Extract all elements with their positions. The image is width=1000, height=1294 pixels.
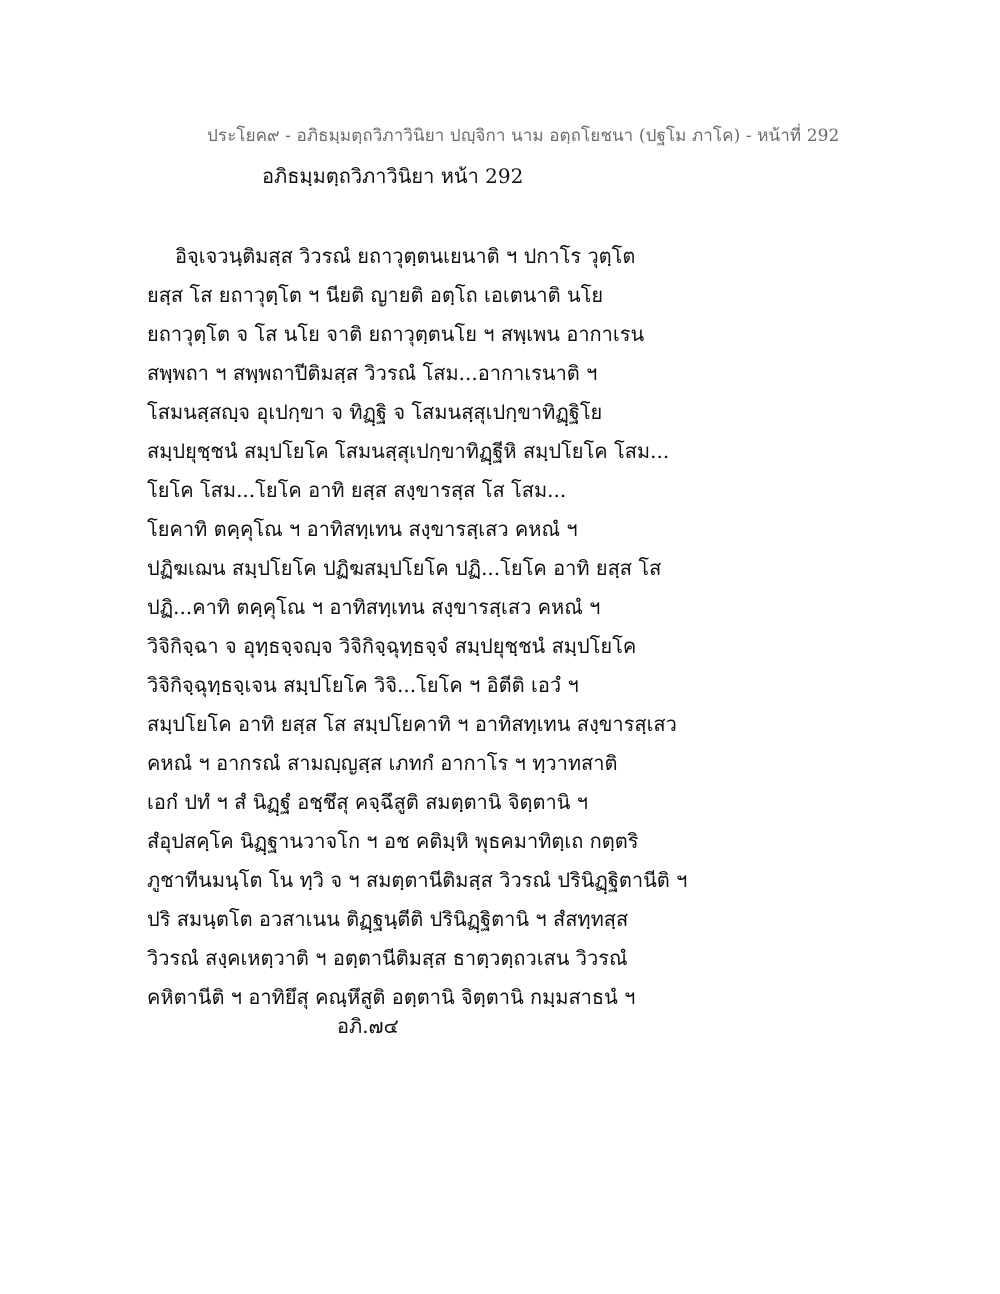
body-line: ยสฺส โส ยถาวุตฺโต ฯ นียติ ญายติ อตฺโถ เอเตนาติ นโย	[147, 283, 604, 307]
body-line: คหิตานีติ ฯ อาทิยึสุ คณฺหึสูติ อตฺตานิ จิตฺตานิ กมฺมสาธนํ ฯ	[147, 985, 636, 1009]
body-line: โยโค โสม...โยโค อาทิ ยสฺส สงฺขารสฺส โส โสม...	[147, 478, 567, 502]
body-line: ปริ สมนฺตโต อวสาเนน ติฏฺฐนฺตีติ ปรินิฏฺฐิตานิ ฯ สํสทฺทสฺส	[147, 907, 629, 931]
body-line: ปฏิฆเฌน สมฺปโยโค ปฏิฆสมฺปโยโค ปฏิ...โยโค อาทิ ยสฺส โส	[147, 556, 662, 580]
page-marker: อภิ.๗๔	[337, 1014, 399, 1038]
body-line: สมฺปยุชฺชนํ สมฺปโยโค โสมนสฺสุเปกฺขาทิฏฺฐีหิ สมฺปโยโค โสม...	[147, 439, 670, 463]
body-line: คหณํ ฯ อากรณํ สามญฺญสฺส เภทกํ อากาโร ฯ ทฺวาทสาติ	[147, 751, 618, 775]
body-line: โยคาทิ ตคฺคุโณ ฯ อาทิสทฺเทน สงฺขารสฺเสว คหณํ ฯ	[147, 517, 578, 541]
body-line: ภูชาทีนมนฺโต โน ทฺวิ จ ฯ สมตฺตานีติมสฺส วิวรณํ ปรินิฏฺฐิตานีติ ฯ	[147, 868, 688, 892]
body-line: วิจิกิจฺฉุทฺธจฺเจน สมฺปโยโค วิจิ...โยโค ฯ อิตีติ เอวํ ฯ	[147, 673, 579, 697]
body-line: สพฺพถา ฯ สพฺพถาปีติมสฺส วิวรณํ โสม...อากาเรนาติ ฯ	[147, 361, 598, 385]
body-line: สํอุปสคฺโค นิฏฺฐานวาจโก ฯ อช คติมฺหิ พุธคมาทิตฺเถ กตฺตริ	[147, 829, 639, 853]
body-line: วิวรณํ สงฺคเหตฺวาติ ฯ อตฺตานีติมสฺส ธาตฺวตฺถวเสน วิวรณํ	[147, 946, 628, 970]
body-line: เอกํ ปทํ ฯ สํ นิฏฺฐํ อชฺชึสุ คจฺฉึสูติ สมตฺตานิ จิตฺตานิ ฯ	[147, 790, 589, 814]
running-header: ประโยค๙ - อภิธมฺมตฺถวิภาวินิยา ปญฺจิกา นาม อตฺถโยชนา (ปฐโม ภาโค) - หน้าที่ 292	[207, 126, 840, 146]
body-line: ปฏิ...คาทิ ตคฺคุโณ ฯ อาทิสทฺเทน สงฺขารสฺเสว คหณํ ฯ	[147, 595, 601, 619]
body-line: อิจฺเจวนฺติมสฺส วิวรณํ ยถาวุตฺตนเยนาติ ฯ ปกาโร วุตฺโต	[175, 244, 636, 268]
body-text	[147, 237, 867, 1017]
book-title: อภิธมฺมตฺถวิภาวินิยา หน้า 292	[262, 164, 524, 188]
body-line: โสมนสฺสญฺจ อุเปกฺขา จ ทิฏฺฐิ จ โสมนสฺสุเปกฺขาทิฏฺฐิโย	[147, 400, 603, 424]
body-line: ยถาวุตฺโต จ โส นโย จาติ ยถาวุตฺตนโย ฯ สพฺเพน อากาเรน	[147, 322, 645, 346]
body-line: วิจิกิจฺฉา จ อุทฺธจฺจญฺจ วิจิกิจฺฉุทฺธจฺจํ สมฺปยุชฺชนํ สมฺปโยโค	[147, 634, 637, 658]
body-line: สมฺปโยโค อาทิ ยสฺส โส สมฺปโยคาทิ ฯ อาทิสทฺเทน สงฺขารสฺเสว	[147, 712, 677, 736]
